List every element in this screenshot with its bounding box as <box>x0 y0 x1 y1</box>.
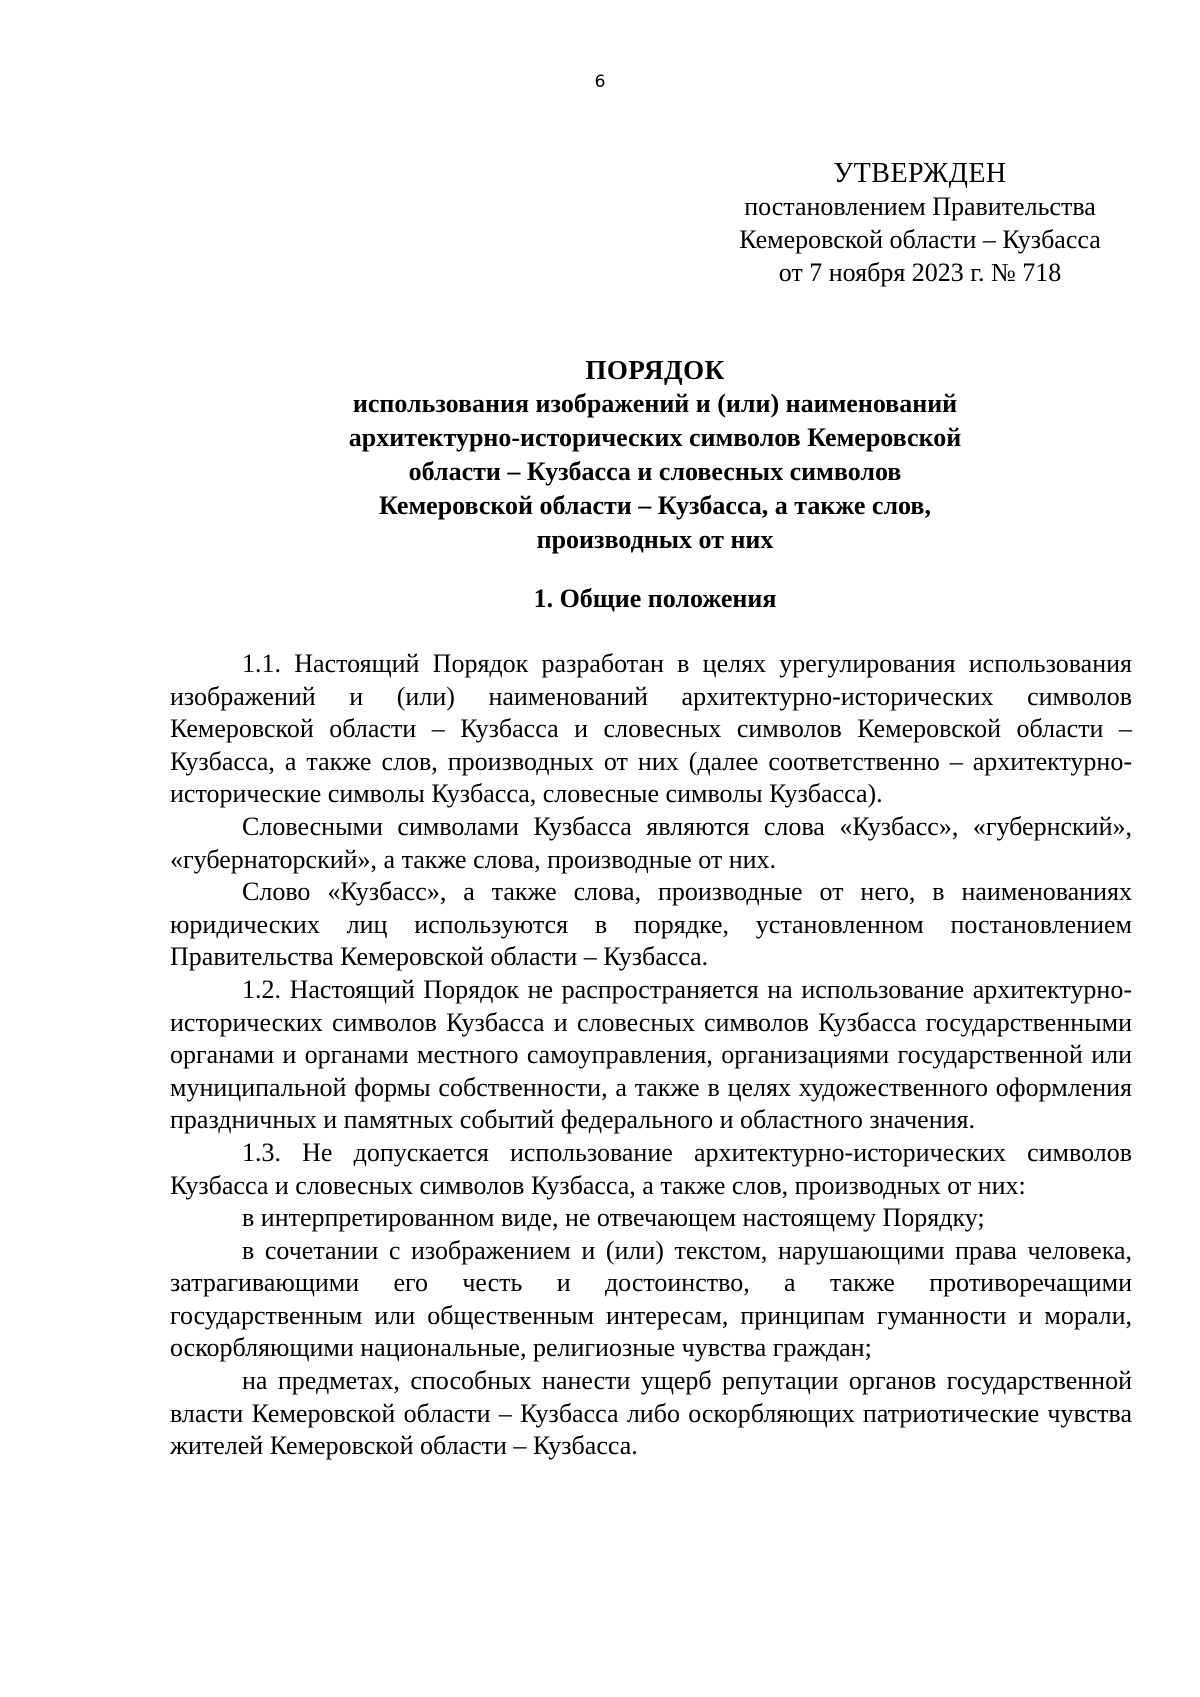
document-title-main: ПОРЯДОК <box>585 355 725 385</box>
paragraph-verbal-symbols: Словесными символами Кузбасса являются слова «Кузбасс», «губернский», «губернаторский», а также слова, производные от них. <box>170 811 1132 874</box>
approval-stamp <box>700 157 1140 289</box>
approval-title: УТВЕРЖДЕН <box>833 158 1007 189</box>
approval-line: постановлением Правительства <box>744 192 1096 221</box>
approval-date: от 7 ноября 2023 г. № 718 <box>778 258 1062 287</box>
document-title-line: области – Кузбасса и словесных символов <box>408 457 902 486</box>
list-item-interpreted: в интерпретированном виде, не отвечающем настоящему Порядку; <box>242 1203 985 1233</box>
paragraph-1-3: 1.3. Не допускается использование архитектурно-исторических символов Кузбасса и словесных символов Кузбасса, а также слов, производных от них: <box>170 1137 1132 1200</box>
paragraph-1-1: 1.1. Настоящий Порядок разработан в целях урегулирования использования изображений и (или) наименований архитектурно-исторических символов Кемеровской области – Кузбасса и словесных символов Кемеровской области – Кузбасса, а также слов, производных от них (далее соответственно – архитектурно-исторические символы Кузбасса, словесные символы Кузбасса). <box>170 649 1132 809</box>
list-item-objects: на предметах, способных нанести ущерб репутации органов государственной власти Кемеровской области – Кузбасса либо оскорбляющих патриотические чувства жителей Кемеровской области – Кузбасса. <box>170 1366 1132 1461</box>
paragraph-kuzbass-word: Слово «Кузбасс», а также слова, производные от него, в наименованиях юридических лиц используются в порядке, установленном постановлением Правительства Кемеровской области – Кузбасса. <box>170 877 1132 972</box>
page-number: 6 <box>594 72 606 92</box>
section-heading: 1. Общие положения <box>533 584 777 613</box>
list-item-combination: в сочетании с изображением и (или) текстом, нарушающими права человека, затрагивающими его честь и достоинство, а также противоречащими государственным или общественным интересам, принципам гуманности и морали, оскорбляющими национальные, религиозные чувства граждан; <box>170 1235 1132 1363</box>
document-title-line: производных от них <box>536 525 774 554</box>
document-title <box>170 353 1140 557</box>
approval-line: Кемеровской области – Кузбасса <box>739 225 1101 254</box>
document-title-line: использования изображений и (или) наименований <box>352 389 958 418</box>
document-title-line: Кемеровской области – Кузбасса, а также слов, <box>379 491 931 520</box>
paragraph-1-2: 1.2. Настоящий Порядок не распространяется на использование архитектурно-исторических символов Кузбасса и словесных символов Кузбасса государственными органами и органами местного самоуправления, организациями государственной или муниципальной формы собственности, а также в целях художественного оформления праздничных и памятных событий федерального и областного значения. <box>170 974 1132 1135</box>
section-body <box>170 648 1132 1463</box>
document-title-line: архитектурно-исторических символов Кемеровской <box>348 423 962 452</box>
